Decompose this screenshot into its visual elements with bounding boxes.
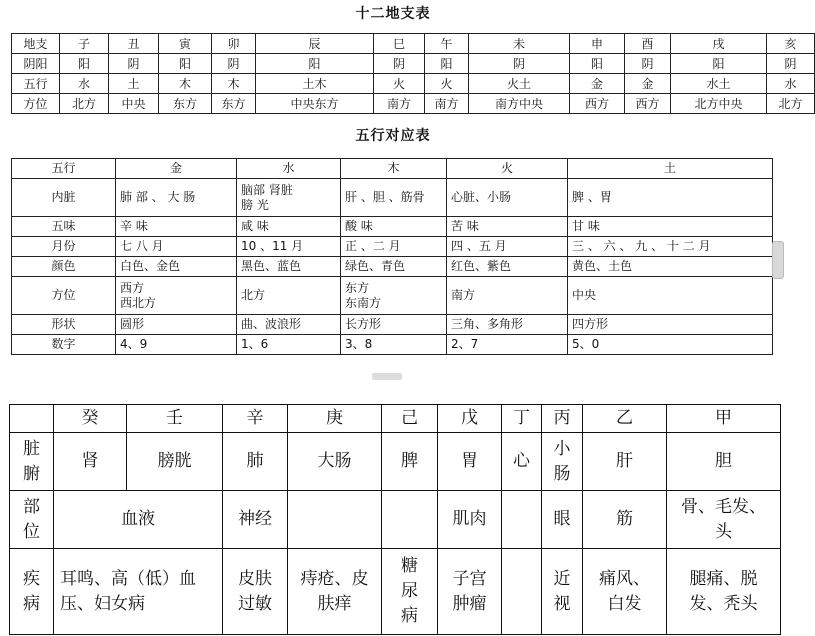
wuxing-row <box>12 257 773 277</box>
dizhi-cell: 阳 <box>159 54 212 74</box>
wuxing-cell: 4、9 <box>116 335 237 355</box>
cell-ji-jibing: 糖 尿 病 <box>382 549 438 635</box>
dizhi-cell: 西方 <box>625 94 671 114</box>
wuxing-cell: 黑色、蓝色 <box>237 257 341 277</box>
wuxing-cell: 东方 东南方 <box>341 277 447 315</box>
wuxing-row-label: 颜色 <box>12 257 116 277</box>
wuxing-cell: 金 <box>116 159 237 179</box>
cell-jia-zangfu: 胆 <box>667 433 781 491</box>
cell-geng-zangfu: 大肠 <box>288 433 382 491</box>
cell-xin-buwei: 神经 <box>223 491 288 549</box>
cell-yi-zangfu: 肝 <box>583 433 667 491</box>
wuxing-cell: 酸 味 <box>341 217 447 237</box>
dizhi-cell: 金 <box>570 74 625 94</box>
dizhi-cell: 亥 <box>767 34 815 54</box>
cell-bing-jibing: 近 视 <box>542 549 583 635</box>
tiangan-header: 甲 <box>667 405 781 433</box>
wuxing-cell: 咸 味 <box>237 217 341 237</box>
cell-ren-zangfu: 膀胱 <box>127 433 223 491</box>
wuxing-cell: 圆形 <box>116 315 237 335</box>
dizhi-cell: 卯 <box>212 34 256 54</box>
dizhi-cell: 阳 <box>425 54 469 74</box>
dizhi-cell: 北方 <box>767 94 815 114</box>
wuxing-cell: 南方 <box>447 277 568 315</box>
tiangan-header: 壬 <box>127 405 223 433</box>
dizhi-cell: 火 <box>425 74 469 94</box>
wuxing-cell: 四 、五 月 <box>447 237 568 257</box>
dizhi-cell: 阳 <box>570 54 625 74</box>
wuxing-cell: 正 、二 月 <box>341 237 447 257</box>
tiangan-header: 辛 <box>223 405 288 433</box>
wuxing-cell: 1、6 <box>237 335 341 355</box>
cell-ji-zangfu: 脾 <box>382 433 438 491</box>
cell-wu-buwei: 肌肉 <box>438 491 502 549</box>
cell-guiren-jibing: 耳鸣、高（低）血 压、妇女病 <box>54 549 223 635</box>
buwei-label: 部 位 <box>10 491 54 549</box>
wuxing-row <box>12 179 773 217</box>
wuxing-row-label: 形状 <box>12 315 116 335</box>
cell-jia-jibing: 腿痛、脱 发、秃头 <box>667 549 781 635</box>
dizhi-cell: 阳 <box>671 54 767 74</box>
dizhi-cell: 水土 <box>671 74 767 94</box>
wuxing-row-label: 内脏 <box>12 179 116 217</box>
wuxing-cell: 3、8 <box>341 335 447 355</box>
wuxing-row-label: 月份 <box>12 237 116 257</box>
dizhi-table <box>11 33 815 114</box>
dizhi-cell: 东方 <box>212 94 256 114</box>
dizhi-row <box>12 54 815 74</box>
wuxing-table <box>11 158 773 355</box>
wuxing-cell: 曲、波浪形 <box>237 315 341 335</box>
cell-geng-jibing: 痔疮、皮 肤痒 <box>288 549 382 635</box>
dizhi-cell: 土木 <box>256 74 374 94</box>
dizhi-cell: 阴 <box>767 54 815 74</box>
dizhi-cell: 木 <box>212 74 256 94</box>
dizhi-cell: 阴 <box>374 54 425 74</box>
dizhi-cell: 中央东方 <box>256 94 374 114</box>
dizhi-cell: 巳 <box>374 34 425 54</box>
wuxing-cell: 脾 、胃 <box>568 179 773 217</box>
cell-ding-buwei <box>502 491 542 549</box>
tiangan-header: 戊 <box>438 405 502 433</box>
wuxing-cell: 三 、 六 、 九 、 十 二 月 <box>568 237 773 257</box>
cell-wu-jibing: 子宫 肿瘤 <box>438 549 502 635</box>
wuxing-cell: 三角、多角形 <box>447 315 568 335</box>
dizhi-row <box>12 74 815 94</box>
wuxing-row <box>12 277 773 315</box>
dizhi-cell: 土 <box>109 74 159 94</box>
cell-wu-zangfu: 胃 <box>438 433 502 491</box>
wuxing-cell: 辛 味 <box>116 217 237 237</box>
dizhi-cell: 阳 <box>60 54 109 74</box>
dizhi-cell: 中央 <box>109 94 159 114</box>
zangfu-label: 脏 腑 <box>10 433 54 491</box>
cell-xin-jibing: 皮肤 过敏 <box>223 549 288 635</box>
wuxing-row <box>12 335 773 355</box>
dizhi-cell: 寅 <box>159 34 212 54</box>
cell-guiren-buwei: 血液 <box>54 491 223 549</box>
wuxing-cell: 肝 、胆 、筋骨 <box>341 179 447 217</box>
wuxing-cell: 红色、紫色 <box>447 257 568 277</box>
wuxing-row-label: 五行 <box>12 159 116 179</box>
dizhi-cell: 阴 <box>625 54 671 74</box>
dizhi-cell: 火 <box>374 74 425 94</box>
dizhi-row-label: 五行 <box>12 74 60 94</box>
wuxing-cell: 心脏、小肠 <box>447 179 568 217</box>
wuxing-cell: 苦 味 <box>447 217 568 237</box>
wuxing-cell: 甘 味 <box>568 217 773 237</box>
cell-yi-buwei: 筋 <box>583 491 667 549</box>
wuxing-row <box>12 315 773 335</box>
dizhi-cell: 南方 <box>374 94 425 114</box>
wuxing-row <box>12 237 773 257</box>
dizhi-row <box>12 34 815 54</box>
wuxing-cell: 北方 <box>237 277 341 315</box>
tiangan-header: 己 <box>382 405 438 433</box>
dizhi-cell: 辰 <box>256 34 374 54</box>
tiangan-table <box>9 404 781 635</box>
jibing-label: 疾 病 <box>10 549 54 635</box>
dizhi-cell: 金 <box>625 74 671 94</box>
dizhi-cell: 北方中央 <box>671 94 767 114</box>
tiangan-header: 乙 <box>583 405 667 433</box>
dizhi-cell: 阴 <box>469 54 570 74</box>
dizhi-row-label: 阴阳 <box>12 54 60 74</box>
wuxing-cell: 木 <box>341 159 447 179</box>
cell-ji-buwei <box>382 491 438 549</box>
wuxing-cell: 土 <box>568 159 773 179</box>
dizhi-cell: 南方中央 <box>469 94 570 114</box>
wuxing-cell: 2、7 <box>447 335 568 355</box>
cell-gui-zangfu: 肾 <box>54 433 127 491</box>
tiangan-header: 丙 <box>542 405 583 433</box>
dizhi-row-label: 地支 <box>12 34 60 54</box>
cell-ding-jibing <box>502 549 542 635</box>
tiangan-header: 丁 <box>502 405 542 433</box>
dizhi-cell: 未 <box>469 34 570 54</box>
dizhi-cell: 北方 <box>60 94 109 114</box>
wuxing-cell: 白色、金色 <box>116 257 237 277</box>
cell-yi-jibing: 痛风、 白发 <box>583 549 667 635</box>
wuxing-cell: 七 八 月 <box>116 237 237 257</box>
wuxing-cell: 长方形 <box>341 315 447 335</box>
dizhi-cell: 阳 <box>256 54 374 74</box>
dizhi-cell: 午 <box>425 34 469 54</box>
wuxing-cell: 黄色、土色 <box>568 257 773 277</box>
dizhi-cell: 酉 <box>625 34 671 54</box>
cell-geng-buwei <box>288 491 382 549</box>
dizhi-cell: 火土 <box>469 74 570 94</box>
dizhi-cell: 水 <box>767 74 815 94</box>
wuxing-row-label: 数字 <box>12 335 116 355</box>
cell-bing-zangfu: 小 肠 <box>542 433 583 491</box>
section-separator <box>372 373 402 380</box>
dizhi-cell: 水 <box>60 74 109 94</box>
wuxing-cell: 肺 部 、 大 肠 <box>116 179 237 217</box>
tiangan-header: 庚 <box>288 405 382 433</box>
dizhi-cell: 丑 <box>109 34 159 54</box>
wuxing-row <box>12 217 773 237</box>
dizhi-cell: 戌 <box>671 34 767 54</box>
cell-xin-zangfu: 肺 <box>223 433 288 491</box>
cell-bing-buwei: 眼 <box>542 491 583 549</box>
scrollbar-handle[interactable] <box>772 241 784 279</box>
dizhi-cell: 西方 <box>570 94 625 114</box>
wuxing-cell: 中央 <box>568 277 773 315</box>
dizhi-cell: 子 <box>60 34 109 54</box>
dizhi-cell: 东方 <box>159 94 212 114</box>
cell-ding-zangfu: 心 <box>502 433 542 491</box>
dizhi-row <box>12 94 815 114</box>
wuxing-row-label: 方位 <box>12 277 116 315</box>
wuxing-cell: 脑部 肾脏 膀 光 <box>237 179 341 217</box>
dizhi-table-title: 十二地支表 <box>355 6 431 22</box>
wuxing-cell: 西方 西北方 <box>116 277 237 315</box>
wuxing-row <box>12 159 773 179</box>
tiangan-corner <box>10 405 54 433</box>
wuxing-table-title: 五行对应表 <box>355 128 431 144</box>
wuxing-cell: 10 、11 月 <box>237 237 341 257</box>
dizhi-cell: 阴 <box>212 54 256 74</box>
wuxing-cell: 绿色、青色 <box>341 257 447 277</box>
dizhi-cell: 南方 <box>425 94 469 114</box>
dizhi-cell: 木 <box>159 74 212 94</box>
wuxing-cell: 水 <box>237 159 341 179</box>
wuxing-cell: 四方形 <box>568 315 773 335</box>
wuxing-row-label: 五味 <box>12 217 116 237</box>
cell-jia-buwei: 骨、毛发、 头 <box>667 491 781 549</box>
dizhi-row-label: 方位 <box>12 94 60 114</box>
tiangan-header: 癸 <box>54 405 127 433</box>
wuxing-cell: 火 <box>447 159 568 179</box>
wuxing-cell: 5、0 <box>568 335 773 355</box>
dizhi-cell: 申 <box>570 34 625 54</box>
dizhi-cell: 阴 <box>109 54 159 74</box>
